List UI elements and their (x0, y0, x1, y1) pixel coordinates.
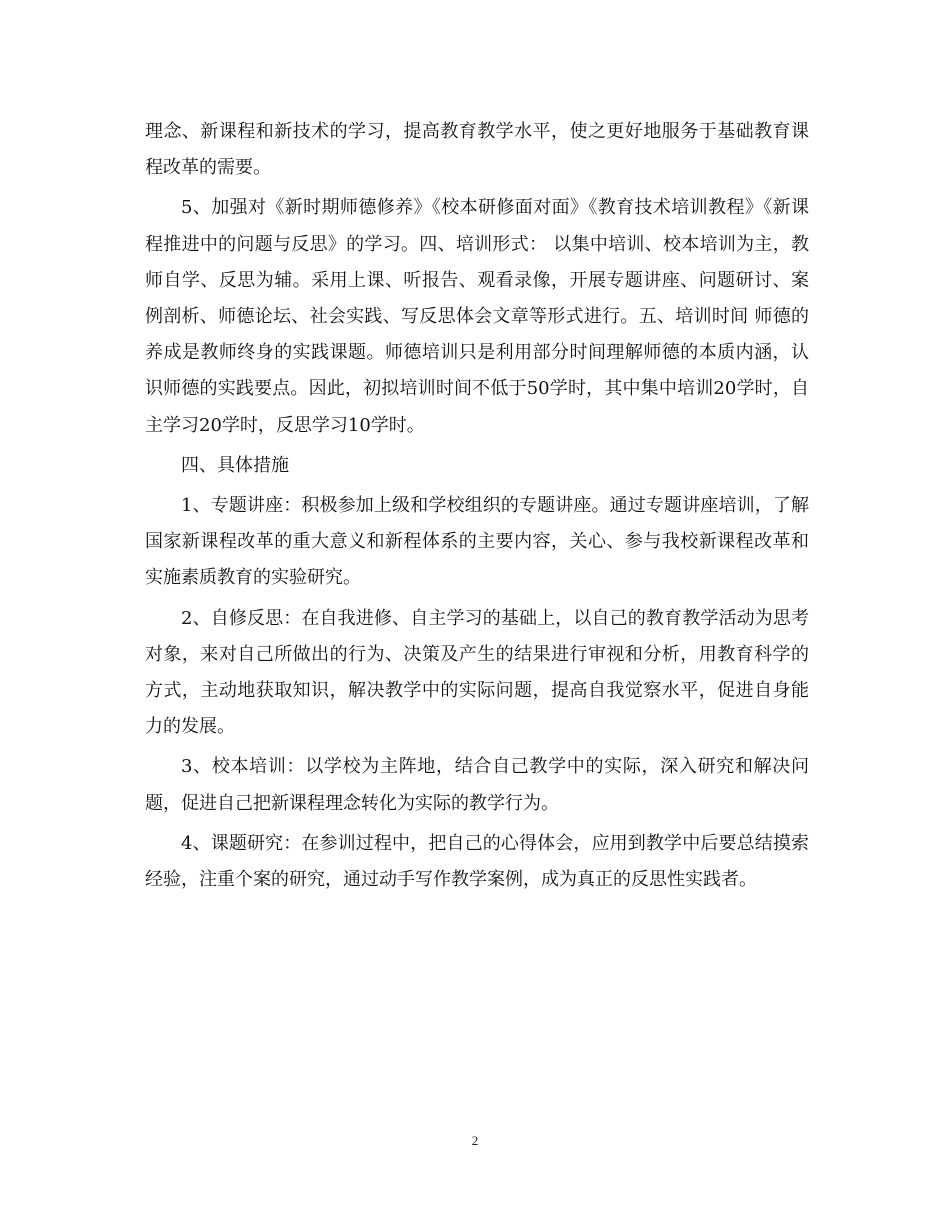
document-body (145, 114, 809, 902)
paragraph-item-5-training-form-time: 5、加强对《新时期师德修养》《校本研修面对面》《教育技术培训教程》《新课程推进中的问题与反思》的学习。四、培训形式： 以集中培训、校本培训为主，教师自学、反思为辅。采用上课、听报告、观看录像，开展专题讲座、问题研讨、案例剖析、师德论坛、社会实践、写反思体会文章等形式进行。五、培训时间 师德的养成是教师终身的实践课题。师德培训只是利用部分时间理解师德的本质内涵，认识师德的实践要点。因此，初拟培训时间不低于50学时，其中集中培训20学时，自主学习20学时，反思学习10学时。 (145, 197, 809, 436)
paragraph-self-reflection: 2、自修反思：在自我进修、自主学习的基础上，以自己的教育教学活动为思考对象，来对自己所做出的行为、决策及产生的结果进行审视和分析，用教育科学的方式，主动地获取知识，解决教学中的实际问题，提高自我觉察水平，促进自身能力的发展。 (145, 607, 809, 738)
paragraph-continuation: 理念、新课程和新技术的学习，提高教育教学水平，使之更好地服务于基础教育课程改革的需要。 (145, 121, 809, 179)
paragraph-topic-research: 4、课题研究：在参训过程中，把自己的心得体会，应用到教学中后要总结摸索经验，注重个案的研究，通过动手写作教学案例，成为真正的反思性实践者。 (145, 832, 809, 891)
section-heading-specific-measures: 四、具体措施 (181, 454, 289, 476)
page-number: 2 (471, 1133, 479, 1148)
paragraph-lectures: 1、专题讲座：积极参加上级和学校组织的专题讲座。通过专题讲座培训，了解国家新课程改革的重大意义和新程体系的主要内容，关心、参与我校新课程改革和实施素质教育的实验研究。 (145, 495, 809, 589)
paragraph-school-training: 3、校本培训：以学校为主阵地，结合自己教学中的实际，深入研究和解决问题，促进自己把新课程理念转化为实际的教学行为。 (145, 756, 809, 814)
